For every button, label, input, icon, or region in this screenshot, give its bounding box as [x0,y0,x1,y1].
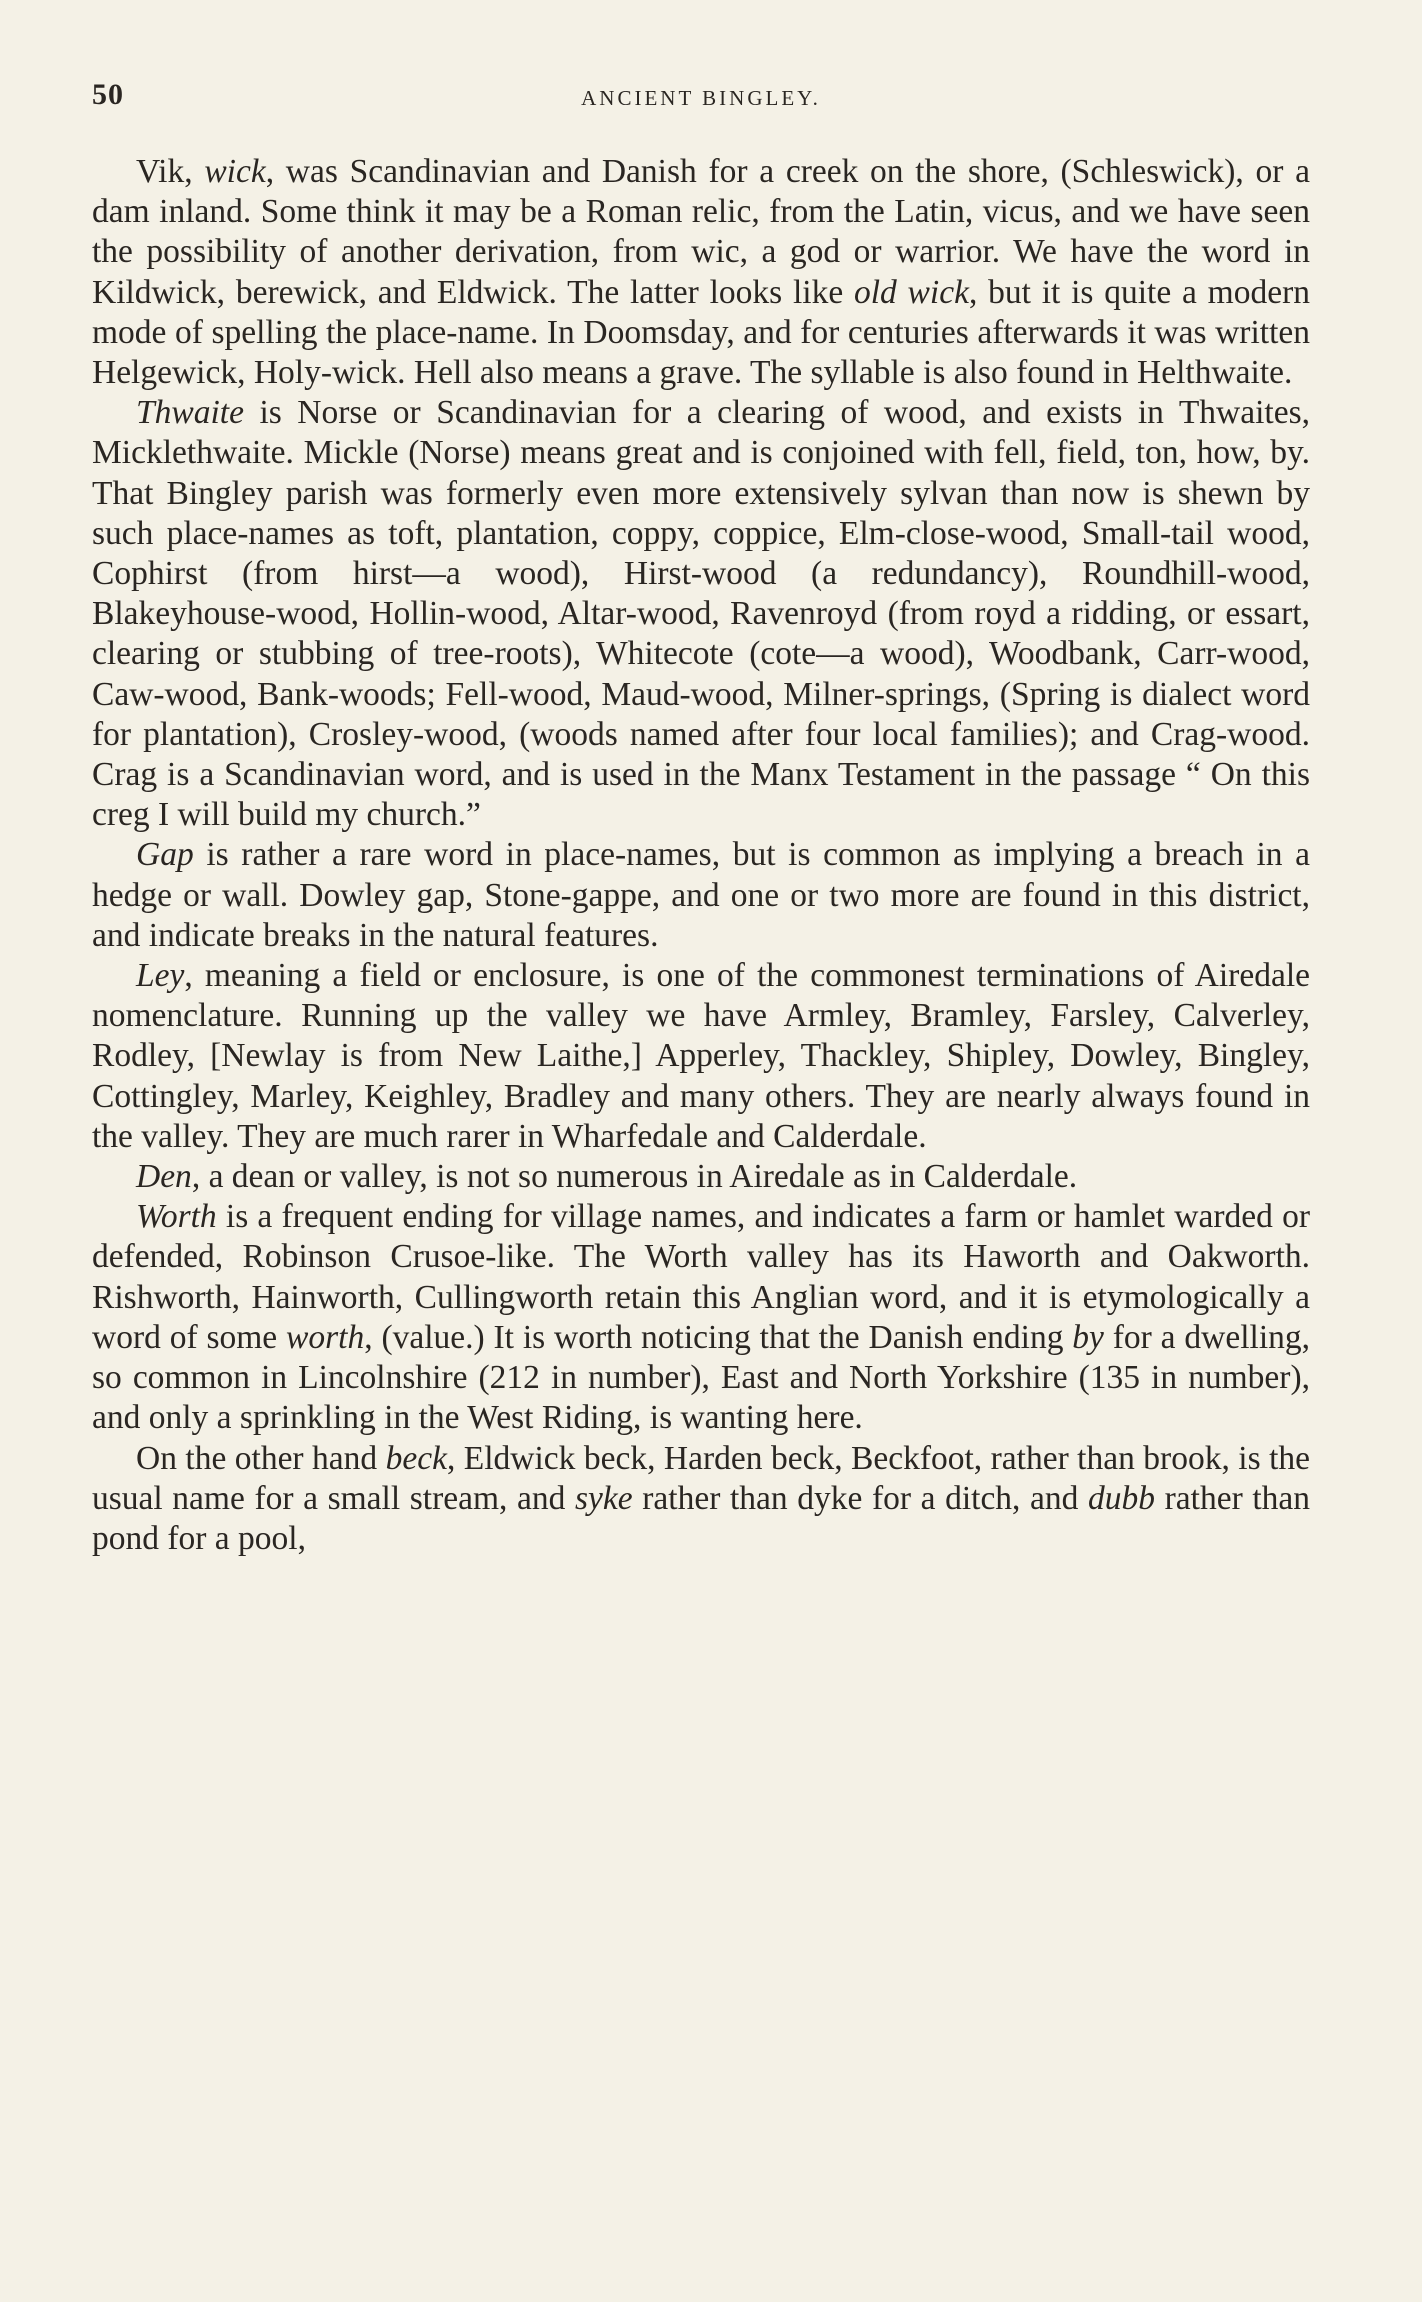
page-number: 50 [92,78,124,111]
term-den: Den [136,1158,192,1196]
running-title: ANCIENT BINGLEY. [581,86,821,110]
paragraph-ley: Ley, meaning a field or enclosure, is one of the commonest terminations of Airedale nomenclature. Running up the valley we have Armley, Bramley, Farsley, Calverley, Rodley, [Newlay is from New Laithe,] Apperley, Thackley, Shipley, Dowley, Bingley, Cottingley, Marley, Keighley, Bradley and many others. They are nearly always found in the valley. They are much rarer in Wharfedale and Calderdale. [92,957,1310,1155]
term-thwaite: Thwaite [136,394,244,432]
term-syke: syke [575,1479,633,1517]
term-beck: beck [385,1439,447,1477]
term-worth-value: worth [286,1318,365,1356]
term-worth: Worth [136,1198,217,1236]
paragraph-den: Den, a dean or valley, is not so numerous in Airedale as in Calderdale. [136,1158,1078,1196]
term-dubb: dubb [1088,1479,1156,1517]
body-text [92,152,1310,1559]
paragraph-gap: Gap is rather a rare word in place-names, but is common as implying a breach in a hedge or wall. Dowley gap, Stone-gappe, and one or two more are found in this district, and indicate breaks in the natural features. [92,836,1310,954]
term-wick: wick [204,153,266,190]
paragraph-thwaite: Thwaite is Norse or Scandinavian for a clearing of wood, and exists in Thwaites, Micklethwaite. Mickle (Norse) means great and is conjoined with fell, field, ton, how, by. That Bingley parish was formerly even more extensively sylvan than now is shewn by such place-names as toft, plantation, coppy, coppice, Elm-close-wood, Small-tail wood, Cophirst (from hirst—a wood), Hirst-wood (a redundancy), Roundhill-wood, Blakeyhouse-wood, Hollin-wood, Altar-wood, Ravenroyd (from royd a ridding, or essart, clearing or stubbing of tree-roots), Whitecote (cote—a wood), Woodbank, Carr-wood, Caw-wood, Bank-woods; Fell-wood, Maud-wood, Milner-springs, (Spring is dialect word for plantation), Crosley-wood, (woods named after four local families); and Crag-wood. Crag is a Scandinavian word, and is used in the Manx Testament in the passage “ On this creg I will build my church.” [92,394,1310,834]
term-ley: Ley [136,957,185,995]
paragraph-beck: On the other hand beck, Eldwick beck, Harden beck, Beckfoot, rather than brook, is the usual name for a small stream, and syke rather than dyke for a ditch, and dubb rather than pond for a pool, [92,1439,1310,1557]
paragraph-worth: Worth is a frequent ending for village names, and indicates a farm or hamlet warded or defended, Robinson Crusoe-like. The Worth valley has its Haworth and Oakworth. Rishworth, Hainworth, Cullingworth retain this Anglian word, and it is etymologically a word of some worth, (value.) It is worth noticing that the Danish ending by for a dwelling, so common in Lincolnshire (212 in number), East and North Yorkshire (135 in number), and only a sprinkling in the West Riding, is wanting here. [92,1198,1311,1437]
running-head [92,78,1310,118]
term-by: by [1072,1318,1104,1356]
book-page [92,78,1310,1559]
term-old-wick: old wick [853,273,969,311]
paragraph-wick: Vik, wick, was Scandinavian and Danish for a creek on the shore, (Schleswick), or a dam inland. Some think it may be a Roman relic, from the Latin, vicus, and we have seen the possibility of another derivation, from wic, a god or warrior. We have the word in Kildwick, berewick, and Eldwick. The latter looks like old wick, but it is quite a modern mode of spelling the place-name. In Doomsday, and for centuries afterwards it was written Helgewick, Holy-wick. Hell also means a grave. The syllable is also found in Helthwaite. [92,153,1310,392]
term-gap: Gap [136,836,194,874]
